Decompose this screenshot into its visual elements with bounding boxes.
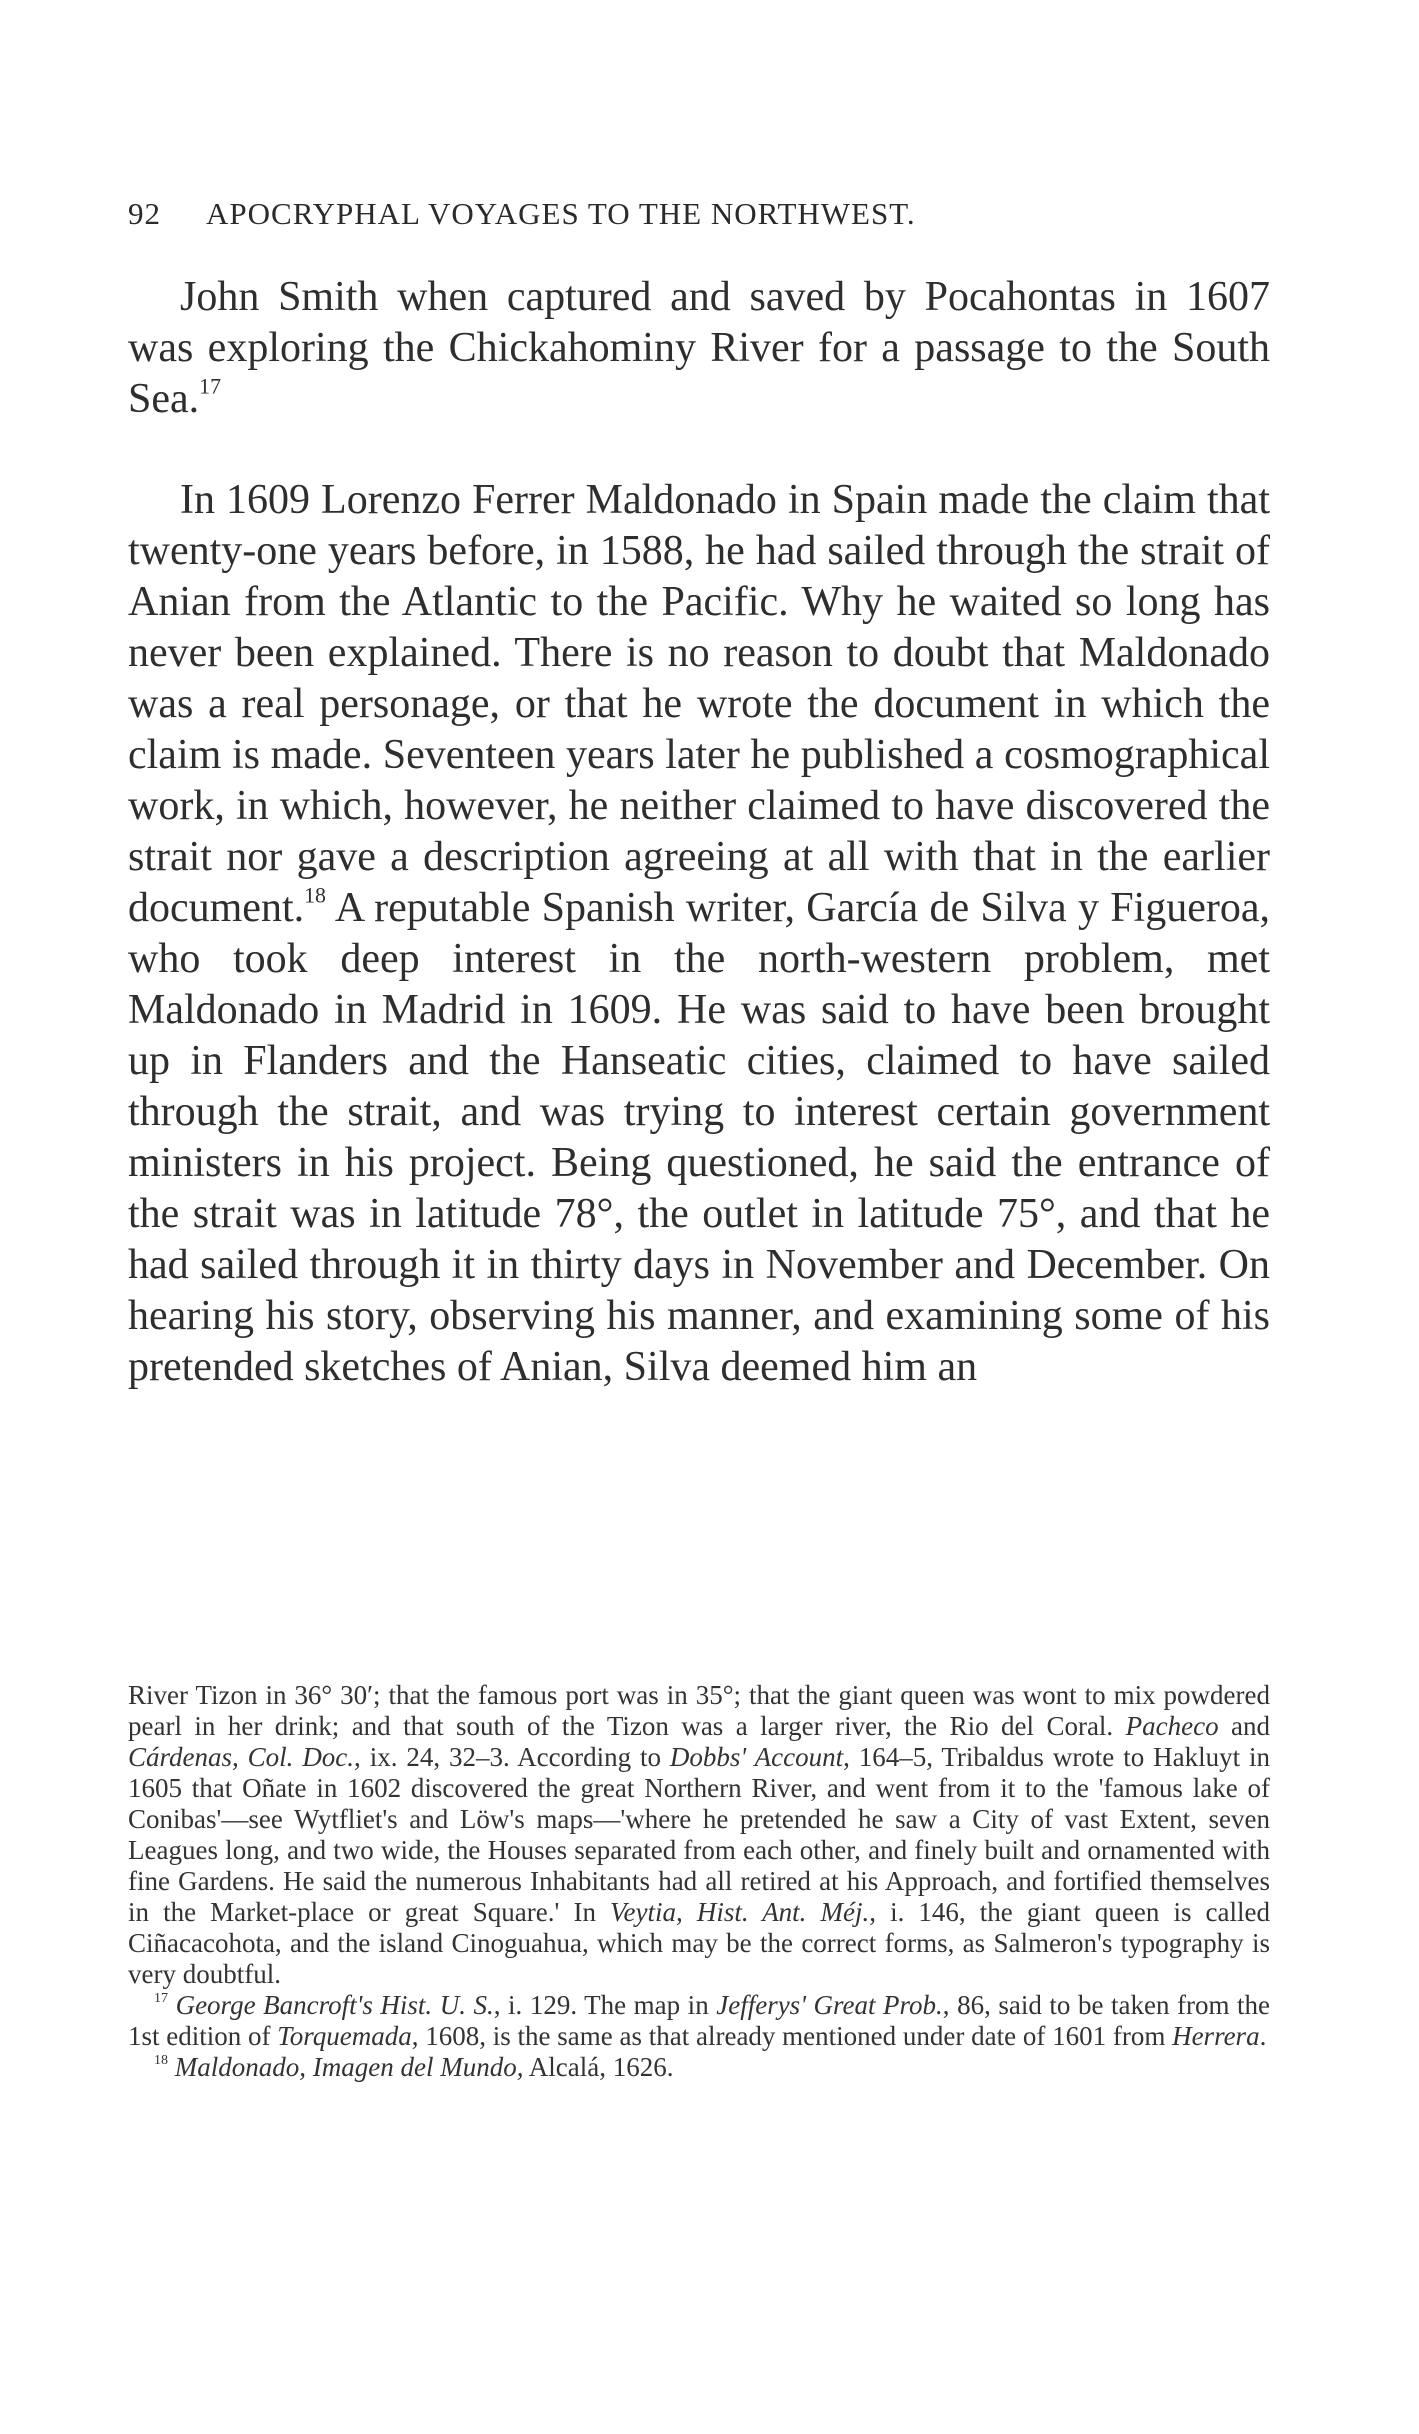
citation-italic: Cárdenas, Col. Doc. [128,1742,355,1772]
footnote-text: . [1259,2021,1267,2051]
footnote-text: and [1218,1711,1271,1741]
footnote-text: , i. 129. The map in [493,1990,717,2020]
page-number: 92 [128,196,161,231]
citation-italic: Dobbs' Account [669,1742,844,1772]
footnote-continued [128,1680,1270,1990]
citation-italic: George Bancroft's Hist. U. S. [175,1990,494,2020]
paragraph-text-continued: A reputable Spanish writer, García de Silva y Figueroa, who took deep interest in the north-western problem, met Maldonado in Madrid in 1609. He was said to have been brought up in Flanders and the Hanseatic cities, claimed to have sailed through the strait, and was trying to interest certain government ministers in his project. Being questioned, he said the entrance of the strait was in latitude 78°, the outlet in latitude 75°, and that he had sailed through it in thirty days in November and December. On hearing his story, observing his manner, and examining some of his pretended sketches of Anian, Silva deemed him an [128,885,1270,1390]
paragraph-text: In 1609 Lorenzo Ferrer Maldonado in Spain made the claim that twenty-one years before, in 1588, he had sailed through the strait of Anian from the Atlantic to the Pacific. Why he waited so long has never been explained. There is no reason to doubt that Maldonado was a real personage, or that he wrote the document in which the claim is made. Seventeen years later he published a cosmographical work, in which, however, he neither claimed to have discovered the strait nor gave a description agreeing at all with that in the earlier document. [128,477,1270,931]
citation-italic: Herrera [1172,2021,1260,2051]
citation-italic: Veytia, Hist. Ant. Méj. [610,1897,870,1927]
footnote-text: , 164–5, Tribaldus wrote to Hakluyt in 1605 that Oñate in 1602 discovered the great Northern River, and went from it to the 'famous lake of Conibas'—see Wytfliet's and Löw's maps—'where he pretended he saw a City of vast Extent, seven Leagues long, and two wide, the Houses separated from each other, and finely built and ornamented with fine Gardens. He said the numerous Inhabitants had all retired at his Approach, and fortified themselves in the Market-place or great Square.' In [128,1742,1270,1927]
footnote-text: , i. 146, the giant queen is called Ciñacacohota, and the island Cinoguahua, which may be the correct forms, as Salmeron's typography is very doubtful. [128,1897,1270,1989]
footnote-ref-18: 18 [304,883,326,908]
footnote-number: 18 [154,2052,169,2069]
paragraph-maldonado [128,475,1270,1393]
footnote-ref-17: 17 [199,374,221,399]
paragraph-text: John Smith when captured and saved by Pocahontas in 1607 was exploring the Chickahominy River for a passage to the South Sea. [128,274,1270,422]
citation-italic: Pacheco [1125,1711,1219,1741]
footnote-text: Alcalá, 1626. [523,2052,674,2082]
footnote-text: , 1608, is the same as that already mentioned under date of 1601 from [411,2021,1173,2051]
body-text [128,272,1270,1393]
citation-italic: Torquemada [277,2021,412,2051]
footnote-number: 17 [154,1990,169,2007]
footnote-18 [128,2052,1270,2083]
paragraph-smith [128,272,1270,425]
running-title: APOCRYPHAL VOYAGES TO THE NORTHWEST. [206,196,916,231]
footnote-text: , 86, said to be taken from the 1st edition of [128,1990,1271,2051]
citation-italic: Maldonado, Imagen del Mundo, [174,2052,524,2082]
footnote-17 [128,1990,1270,2052]
footnotes [128,1680,1270,2083]
footnote-text: , ix. 24, 32–3. According to [354,1742,670,1772]
running-head [128,196,1128,232]
footnote-text: River Tizon in 36° 30′; that the famous port was in 35°; that the giant queen was wont to mix powdered pearl in her drink; and that south of the Tizon was a larger river, the Rio del Coral. [128,1680,1270,1741]
citation-italic: Jefferys' Great Prob. [716,1990,943,2020]
